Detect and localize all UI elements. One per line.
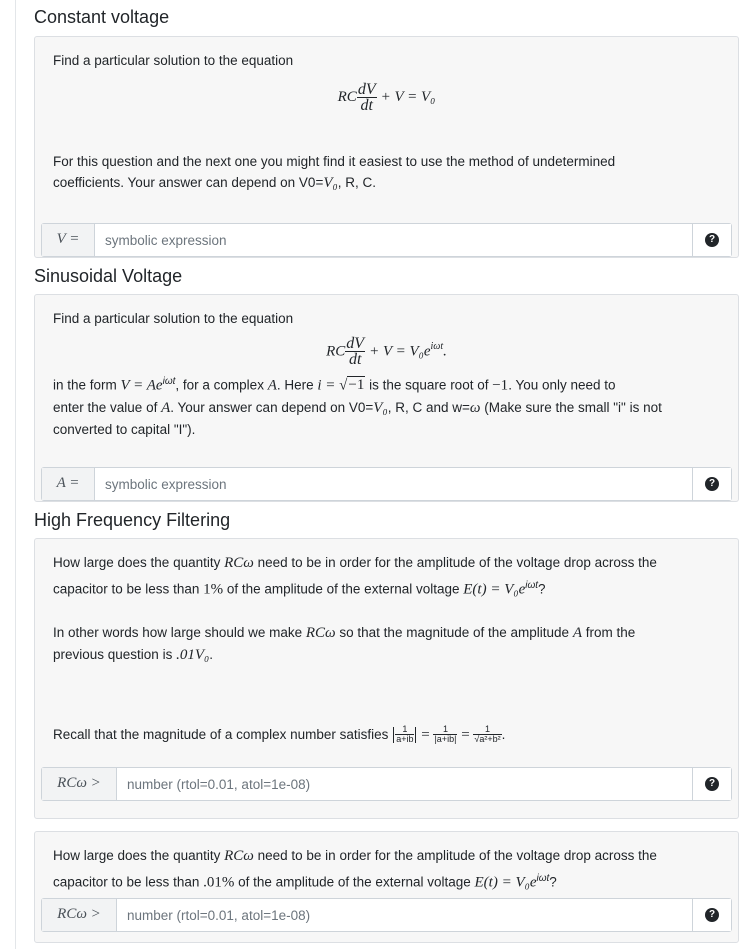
question-card-high-frequency-1 bbox=[34, 538, 739, 819]
question-text-line: enter the value of A. Your answer can depend on V0=V₀, R, C and w=ω (Make sure the small "i" is not bbox=[53, 399, 662, 416]
question-text-line: in the form $V = Ae^{i\omega t}$, for a complex A. Here i = √−1 is the square root of −1. You only need to bbox=[53, 375, 616, 394]
answer-input-group bbox=[41, 467, 732, 501]
answer-prefix: V = bbox=[42, 224, 95, 256]
answer-input-rcw-1[interactable] bbox=[117, 768, 692, 800]
help-button[interactable] bbox=[692, 768, 731, 800]
section-title-constant-voltage: Constant voltage bbox=[34, 7, 170, 27]
question-card-sinusoidal-voltage bbox=[34, 294, 739, 502]
question-text-line: converted to capital "I"). bbox=[53, 422, 196, 438]
equation-display: RC $\frac{dV}{dt}$ + $V = V_0e^{i\omega t}$. bbox=[326, 334, 447, 368]
question-mark-icon: ? bbox=[705, 477, 719, 491]
question-text-line: coefficients. Your answer can depend on V0=V₀, R, C. bbox=[53, 175, 376, 191]
answer-input-v[interactable] bbox=[95, 224, 692, 256]
answer-input-group bbox=[41, 223, 732, 257]
question-card-constant-voltage bbox=[34, 36, 739, 258]
recall-formula-line: Recall that the magnitude of a complex number satisfies $\frac{1}{a+ib}$ = $\frac{1}{|a+ib|}$ = $\frac{1}{\text{√a²+b²}}$ . bbox=[53, 724, 506, 745]
answer-prefix: RCω > bbox=[42, 899, 117, 931]
help-button[interactable] bbox=[692, 224, 731, 256]
section-title-high-frequency-filtering: High Frequency Filtering bbox=[34, 510, 231, 530]
section-title-sinusoidal-voltage: Sinusoidal Voltage bbox=[34, 266, 183, 286]
answer-input-group bbox=[41, 898, 732, 932]
answer-input-rcw-2[interactable] bbox=[117, 899, 692, 931]
question-mark-icon: ? bbox=[705, 233, 719, 247]
left-gutter-border bbox=[15, 0, 16, 949]
question-text-line: How large does the quantity RCω need to be in order for the amplitude of the voltage drop across the bbox=[53, 555, 657, 571]
question-text-line: How large does the quantity RCω need to be in order for the amplitude of the voltage drop across the bbox=[53, 848, 657, 864]
answer-prefix: RCω > bbox=[42, 768, 117, 800]
help-button[interactable] bbox=[692, 468, 731, 500]
question-intro: Find a particular solution to the equation bbox=[53, 53, 294, 68]
answer-input-group bbox=[41, 767, 732, 801]
help-button[interactable] bbox=[692, 899, 731, 931]
question-card-high-frequency-2 bbox=[34, 831, 739, 943]
question-intro: Find a particular solution to the equation bbox=[53, 311, 294, 326]
equation-display: RC $\frac{dV}{dt}$ + V = V₀ bbox=[337, 80, 436, 114]
question-text-line: For this question and the next one you might find it easiest to use the method of undetermined bbox=[53, 153, 616, 169]
answer-prefix: A = bbox=[42, 468, 95, 500]
question-text-line: previous question is .01V₀. bbox=[53, 647, 213, 663]
question-text-line: capacitor to be less than 1% of the amplitude of the external voltage $E(t) = V_0e^{i\omega t}$? bbox=[53, 579, 546, 597]
question-text-line: capacitor to be less than .01% of the amplitude of the external voltage $E(t) = V_0e^{i\omega t}$? bbox=[53, 872, 557, 890]
question-mark-icon: ? bbox=[705, 777, 719, 791]
question-text-line: In other words how large should we make RCω so that the magnitude of the amplitude A from the bbox=[53, 624, 636, 641]
answer-input-a[interactable] bbox=[95, 468, 692, 500]
question-mark-icon: ? bbox=[705, 908, 719, 922]
